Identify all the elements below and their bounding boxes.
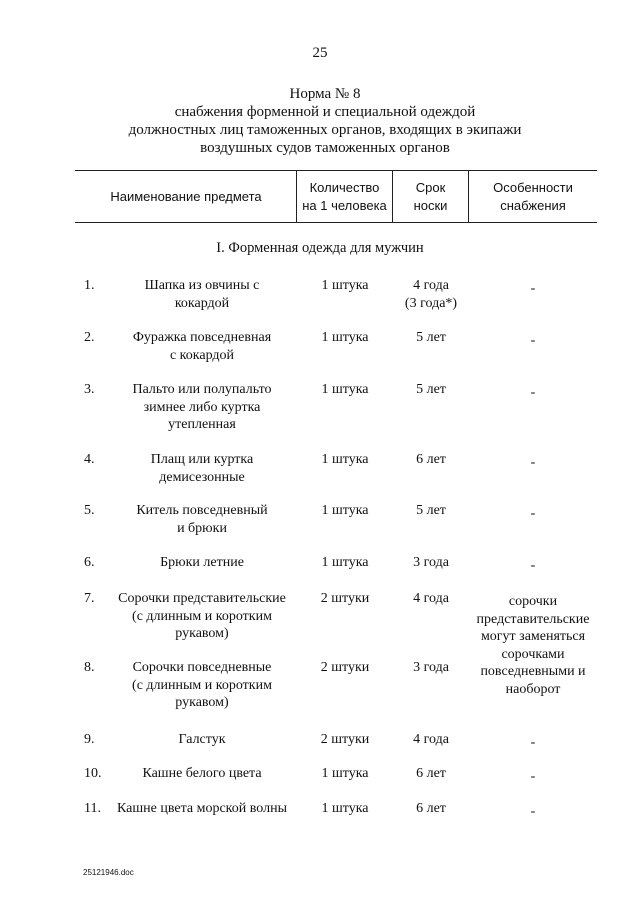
row-number: 5. (84, 503, 95, 518)
row-number: 6. (84, 555, 95, 570)
quantity-cell: 1 штука (321, 452, 369, 467)
item-name: Фуражка повседневная (132, 330, 272, 345)
title-line-4: воздушных судов таможенных органов (200, 140, 450, 156)
quantity-cell: 1 штука (321, 330, 369, 345)
item-name: Кашне белого цвета (142, 766, 262, 781)
item-name: (с длинным и коротким (132, 677, 272, 693)
item-name: Сорочки повседневные (132, 660, 272, 675)
table-top-rule (75, 170, 597, 171)
section-title: I. Форменная одежда для мужчин (216, 240, 424, 256)
quantity-cell: 1 штука (321, 555, 369, 570)
row-number: 11. (84, 801, 101, 816)
page-number: 25 (312, 45, 328, 61)
term-cell: 5 лет (416, 503, 446, 518)
row-number: 3. (84, 382, 95, 397)
features-cell: - (530, 385, 536, 400)
features-cell: - (530, 333, 536, 348)
row-number: 2. (84, 330, 95, 345)
norm-title: Норма № 8 (289, 86, 361, 102)
quantity-cell: 2 штуки (320, 591, 370, 606)
item-name: кокардой (174, 295, 230, 311)
features-cell: - (530, 735, 536, 750)
features-cell: - (530, 281, 536, 296)
item-name: (с длинным и коротким (132, 608, 272, 624)
item-name: зимнее либо куртка (143, 399, 261, 415)
file-name: 25121946.doc (83, 868, 134, 877)
item-name: Брюки летние (160, 555, 244, 570)
quantity-cell: 1 штука (321, 766, 369, 781)
item-name: с кокардой (169, 347, 235, 363)
merged-note-line: сорочками (501, 646, 565, 662)
row-number: 4. (84, 452, 95, 467)
item-name: Плащ или куртка (150, 452, 254, 467)
term-cell: 6 лет (416, 452, 446, 467)
term-cell: 4 года (413, 591, 449, 606)
merged-note-line: наоборот (505, 681, 561, 697)
item-name: Сорочки представительские (118, 591, 286, 606)
title-line-2: снабжения форменной и специальной одеждой (174, 104, 476, 120)
quantity-cell: 1 штука (321, 278, 369, 293)
row-number: 1. (84, 278, 95, 293)
item-name: и брюки (177, 520, 227, 536)
term-cell: (3 года*) (404, 295, 458, 311)
features-cell: - (530, 769, 536, 784)
item-name: демисезонные (159, 469, 245, 485)
item-name: утепленная (168, 417, 236, 432)
item-name: рукавом) (175, 626, 229, 641)
term-cell: 3 года (413, 660, 449, 675)
header-term: Срок (415, 180, 446, 195)
item-name: Китель повседневный (136, 503, 268, 518)
term-cell: 5 лет (416, 330, 446, 345)
term-cell: 6 лет (416, 801, 446, 816)
features-cell: - (530, 558, 536, 573)
quantity-cell: 1 штука (321, 382, 369, 397)
header-features: Особенности (493, 180, 573, 195)
item-name: Кашне цвета морской волны (117, 801, 287, 816)
term-cell: 3 года (413, 555, 449, 570)
term-cell: 4 года (413, 278, 449, 293)
header-quantity: Количество (309, 180, 380, 195)
table-header-bottom-rule (75, 222, 597, 223)
header-quantity-line-2: на 1 человека (302, 198, 387, 213)
item-name: Галстук (178, 732, 226, 747)
features-cell: - (530, 506, 536, 521)
features-cell: - (530, 455, 536, 470)
quantity-cell: 2 штуки (320, 732, 370, 747)
quantity-cell: 2 штуки (320, 660, 370, 675)
header-term-line-2: носки (413, 198, 448, 213)
item-name: Пальто или полупальто (132, 382, 272, 397)
quantity-cell: 1 штука (321, 503, 369, 518)
features-cell: - (530, 804, 536, 819)
merged-note-line: могут заменяться (480, 629, 586, 644)
row-number: 10. (84, 766, 102, 781)
merged-note-line: сорочки (508, 594, 558, 609)
term-cell: 4 года (413, 732, 449, 747)
row-number: 9. (84, 732, 95, 747)
merged-note-line: повседневными и (480, 664, 586, 679)
header-features-line-2: снабжения (500, 198, 566, 213)
merged-note-line: представительские (476, 611, 590, 627)
term-cell: 5 лет (416, 382, 446, 397)
term-cell: 6 лет (416, 766, 446, 781)
header-item-name: Наименование предмета (110, 189, 262, 204)
row-number: 7. (84, 591, 95, 606)
item-name: рукавом) (175, 695, 229, 710)
quantity-cell: 1 штука (321, 801, 369, 816)
row-number: 8. (84, 660, 95, 675)
title-line-3: должностных лиц таможенных органов, входящих в экипажи (128, 122, 522, 138)
item-name: Шапка из овчины с (144, 278, 260, 293)
